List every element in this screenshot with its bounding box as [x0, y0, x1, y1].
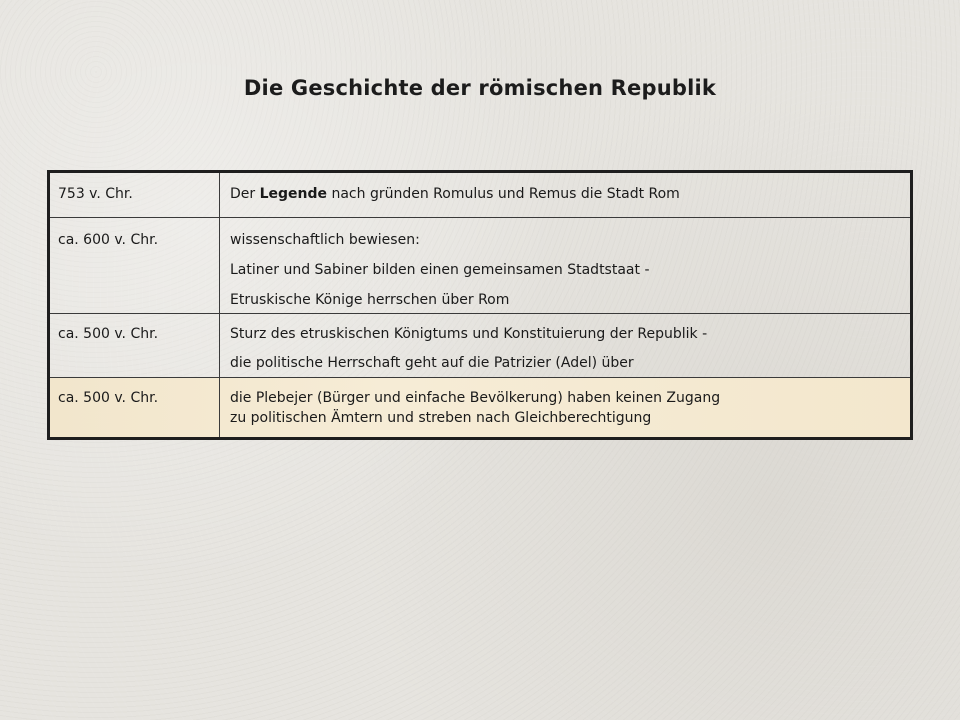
- table-row: [50, 217, 910, 313]
- description-cell: [220, 173, 910, 217]
- page-title: Die Geschichte der römischen Republik: [243, 76, 717, 100]
- emphasis-text: Legende: [259, 186, 328, 202]
- date-cell: ca. 500 v. Chr.: [50, 378, 220, 437]
- description-line: Etruskische Könige herrschen über Rom: [230, 292, 510, 308]
- description-line: zu politischen Ämtern und streben nach Gleichberechtigung: [230, 410, 652, 426]
- description-line: die Plebejer (Bürger und einfache Bevölkerung) haben keinen Zugang: [230, 390, 721, 406]
- description-line: Latiner und Sabiner bilden einen gemeinsamen Stadtstaat -: [230, 262, 650, 278]
- description-cell: [220, 314, 910, 377]
- timeline-table: [47, 170, 913, 440]
- description-line: wissenschaftlich bewiesen:: [230, 232, 420, 248]
- description-text: nach gründen Romulus und Remus die Stadt Rom: [327, 186, 680, 202]
- description-text: Der: [230, 186, 260, 202]
- date-cell: ca. 600 v. Chr.: [50, 218, 220, 313]
- description-line: Sturz des etruskischen Königtums und Konstituierung der Republik -: [230, 326, 708, 342]
- table-row: [50, 313, 910, 377]
- table-row-highlighted: [50, 377, 910, 437]
- description-cell: [220, 218, 910, 313]
- description-line: die politische Herrschaft geht auf die Patrizier (Adel) über: [230, 355, 634, 371]
- date-cell: 753 v. Chr.: [50, 173, 220, 217]
- description-cell: [220, 378, 910, 437]
- table-row: [50, 173, 910, 217]
- date-cell: ca. 500 v. Chr.: [50, 314, 220, 377]
